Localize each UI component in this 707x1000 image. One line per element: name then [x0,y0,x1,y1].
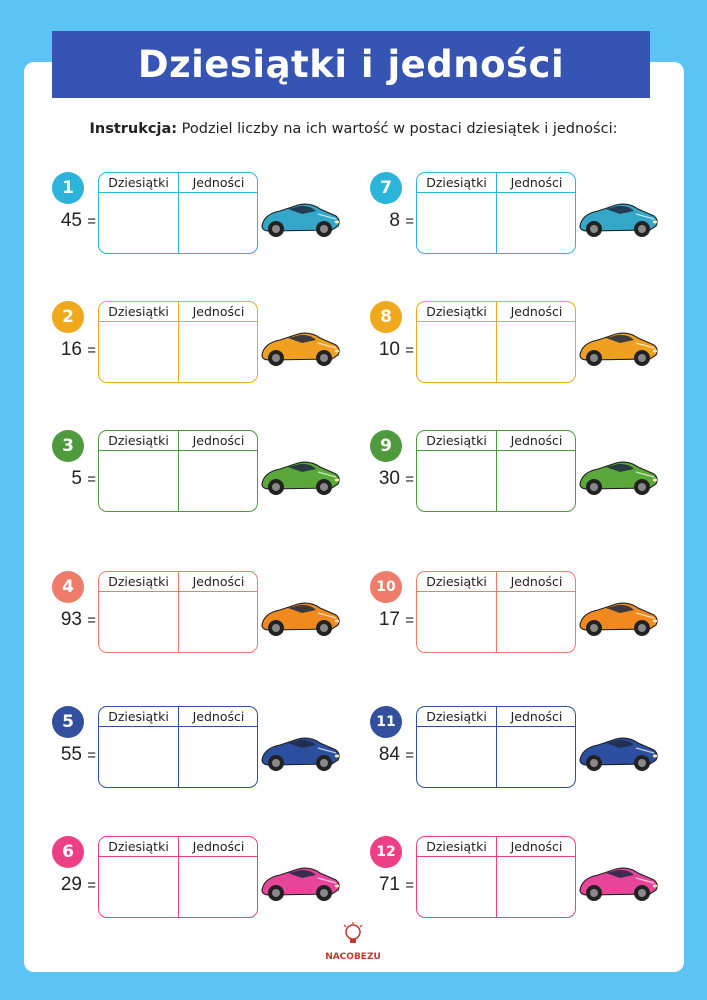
task-number-expression [52,609,96,631]
place-value-table[interactable] [98,836,258,918]
logo [318,922,388,962]
tens-header: Dziesiątki [108,839,169,854]
race-car-illustration [576,856,660,904]
tens-header: Dziesiątki [108,574,169,589]
ones-header: Jedności [510,709,563,724]
task-number-expression [370,874,414,896]
task-6 [52,836,352,931]
equals-sign: = [87,747,96,764]
task-7 [370,172,670,267]
place-value-table[interactable] [416,836,576,918]
task-number-badge: 4 [52,571,84,603]
task-2 [52,301,352,396]
ones-header: Jedności [510,175,563,190]
equals-sign: = [405,471,414,488]
task-8 [370,301,670,396]
race-car-illustration [576,591,660,639]
ones-header: Jedności [192,304,245,319]
equals-sign: = [405,612,414,629]
ones-header: Jedności [192,574,245,589]
place-value-table[interactable] [416,172,576,254]
place-value-table[interactable] [98,430,258,512]
equals-sign: = [87,342,96,359]
instructions-label: Instrukcja: [89,121,178,137]
task-number-badge: 6 [52,836,84,868]
task-number-expression [370,609,414,631]
tens-header: Dziesiątki [426,175,487,190]
tens-header: Dziesiątki [426,304,487,319]
tens-header: Dziesiątki [108,709,169,724]
task-10 [370,571,670,666]
task-value: 45 [60,210,82,231]
task-5 [52,706,352,801]
instructions [0,121,707,137]
race-car-illustration [258,856,342,904]
task-number-badge: 10 [370,571,402,603]
task-number-expression [52,210,96,232]
logo-text: NACOBEZU [325,952,381,962]
task-value: 17 [378,609,400,630]
task-number-badge: 9 [370,430,402,462]
task-number-badge: 8 [370,301,402,333]
ones-header: Jedności [192,175,245,190]
race-car-illustration [258,192,342,240]
task-value: 71 [378,874,400,895]
task-4 [52,571,352,666]
place-value-table[interactable] [98,706,258,788]
task-number-expression [52,468,96,490]
task-number-badge: 1 [52,172,84,204]
task-value: 29 [60,874,82,895]
place-value-table[interactable] [98,172,258,254]
lightbulb-icon [342,922,364,946]
tens-header: Dziesiątki [426,709,487,724]
tens-header: Dziesiątki [426,839,487,854]
ones-header: Jedności [192,709,245,724]
task-value: 55 [60,744,82,765]
task-number-expression [52,744,96,766]
race-car-illustration [258,450,342,498]
task-value: 5 [71,468,82,489]
task-number-badge: 7 [370,172,402,204]
equals-sign: = [87,213,96,230]
place-value-table[interactable] [416,301,576,383]
task-number-badge: 3 [52,430,84,462]
task-9 [370,430,670,525]
equals-sign: = [87,471,96,488]
equals-sign: = [87,877,96,894]
task-number-expression [52,339,96,361]
ones-header: Jedności [510,839,563,854]
tens-header: Dziesiątki [426,433,487,448]
place-value-table[interactable] [416,706,576,788]
tens-header: Dziesiątki [108,433,169,448]
task-12 [370,836,670,931]
ones-header: Jedności [510,304,563,319]
task-number-badge: 5 [52,706,84,738]
task-value: 84 [378,744,400,765]
race-car-illustration [576,450,660,498]
race-car-illustration [576,321,660,369]
page-title: Dziesiątki i jedności [52,31,650,98]
task-value: 8 [389,210,400,231]
task-value: 30 [378,468,400,489]
ones-header: Jedności [510,433,563,448]
race-car-illustration [576,192,660,240]
ones-header: Jedności [192,839,245,854]
task-11 [370,706,670,801]
race-car-illustration [258,321,342,369]
equals-sign: = [405,342,414,359]
place-value-table[interactable] [98,301,258,383]
ones-header: Jedności [510,574,563,589]
task-number-badge: 12 [370,836,402,868]
task-number-expression [370,744,414,766]
tens-header: Dziesiątki [108,175,169,190]
place-value-table[interactable] [416,430,576,512]
race-car-illustration [576,726,660,774]
task-number-expression [370,339,414,361]
race-car-illustration [258,726,342,774]
task-number-expression [370,210,414,232]
task-1 [52,172,352,267]
tens-header: Dziesiątki [426,574,487,589]
equals-sign: = [405,213,414,230]
ones-header: Jedności [192,433,245,448]
place-value-table[interactable] [416,571,576,653]
task-number-expression [370,468,414,490]
race-car-illustration [258,591,342,639]
place-value-table[interactable] [98,571,258,653]
task-3 [52,430,352,525]
task-number-badge: 11 [370,706,402,738]
task-number-badge: 2 [52,301,84,333]
tens-header: Dziesiątki [108,304,169,319]
equals-sign: = [405,747,414,764]
task-value: 10 [378,339,400,360]
equals-sign: = [87,612,96,629]
instructions-text: Podziel liczby na ich wartość w postaci dziesiątek i jedności: [177,121,618,137]
equals-sign: = [405,877,414,894]
task-value: 16 [60,339,82,360]
task-value: 93 [60,609,82,630]
task-number-expression [52,874,96,896]
